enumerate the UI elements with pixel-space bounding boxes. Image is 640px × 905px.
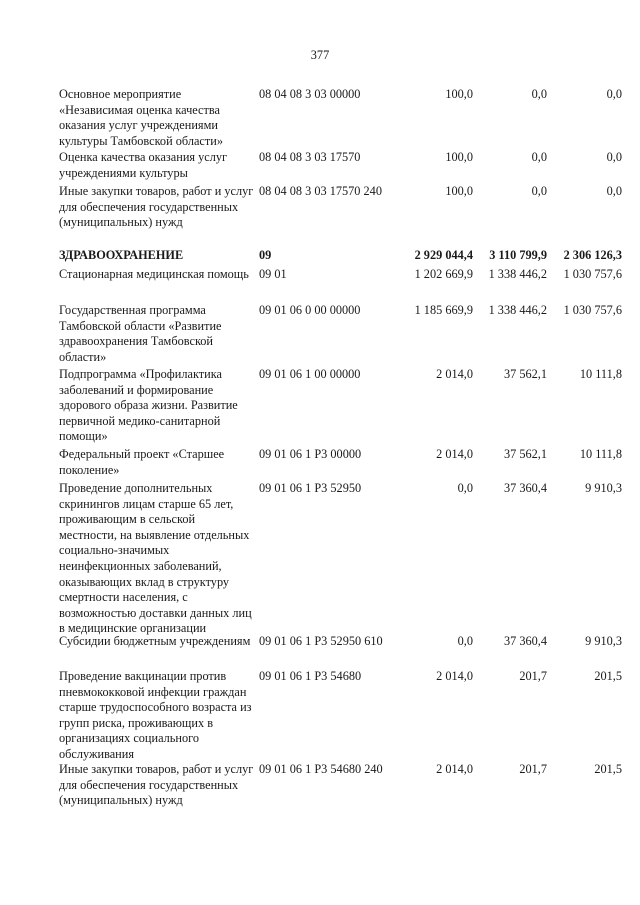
row-code: 08 04 08 3 03 00000 xyxy=(259,87,361,101)
row-value-1: 1 202 669,9 xyxy=(414,267,473,281)
row-name: Оценка качества оказания услуг учреждениями культуры xyxy=(59,150,228,180)
row-value-1: 2 014,0 xyxy=(436,447,473,461)
row-value-1: 100,0 xyxy=(445,150,473,164)
row-value-1: 100,0 xyxy=(445,184,473,198)
row-name: Проведение дополнительных скринингов лицам старше 65 лет, проживающим в сельской местности, на выявление отдельных социально-значимых неинфекционных заболеваний, оказывающих вклад в структуру смертности населения, с возможностью доставки данных лиц в медицинские организации xyxy=(59,481,252,636)
row-value-3: 201,5 xyxy=(594,669,622,683)
row-name: Государственная программа Тамбовской области «Развитие здравоохранения Тамбовской области» xyxy=(59,303,222,364)
row-code: 08 04 08 3 03 17570 xyxy=(259,150,361,164)
row-value-1: 0,0 xyxy=(457,481,473,495)
row-value-3: 9 910,3 xyxy=(585,481,622,495)
row-value-1: 1 185 669,9 xyxy=(414,303,473,317)
row-value-2: 3 110 799,9 xyxy=(489,248,547,262)
row-value-3: 0,0 xyxy=(606,87,622,101)
row-name: ЗДРАВООХРАНЕНИЕ xyxy=(59,248,184,262)
row-code: 09 01 06 1 P3 00000 xyxy=(259,447,362,461)
row-value-2: 37 360,4 xyxy=(503,481,547,495)
row-code: 09 01 06 0 00 00000 xyxy=(259,303,361,317)
row-value-3: 9 910,3 xyxy=(585,634,622,648)
row-value-2: 37 360,4 xyxy=(503,634,547,648)
row-name: Иные закупки товаров, работ и услуг для обеспечения государственных (муниципальных) нужд xyxy=(59,762,254,808)
row-value-2: 37 562,1 xyxy=(503,367,547,381)
row-value-2: 0,0 xyxy=(531,150,547,164)
row-value-1: 2 929 044,4 xyxy=(414,248,473,262)
row-value-2: 201,7 xyxy=(519,669,547,683)
row-code: 09 xyxy=(259,248,272,262)
row-value-2: 0,0 xyxy=(531,184,547,198)
row-value-3: 10 111,8 xyxy=(579,447,622,461)
row-name: Субсидии бюджетным учреждениям xyxy=(59,634,251,648)
row-value-3: 1 030 757,6 xyxy=(563,267,622,281)
row-value-1: 0,0 xyxy=(457,634,473,648)
row-code: 09 01 06 1 00 00000 xyxy=(259,367,361,381)
row-value-3: 0,0 xyxy=(606,184,622,198)
row-value-2: 1 338 446,2 xyxy=(488,267,547,281)
row-value-2: 201,7 xyxy=(519,762,547,776)
row-name: Основное мероприятие «Независимая оценка качества оказания услуг учреждениями культуры Тамбовской области» xyxy=(59,87,223,148)
page-number: 377 xyxy=(310,48,330,62)
row-value-3: 1 030 757,6 xyxy=(563,303,622,317)
row-value-3: 201,5 xyxy=(594,762,622,776)
row-value-2: 37 562,1 xyxy=(503,447,547,461)
row-code: 09 01 06 1 P3 52950 xyxy=(259,481,362,495)
row-name: Подпрограмма «Профилактика заболеваний и формирование здорового образа жизни. Развитие первичной медико-санитарной помощи» xyxy=(59,367,238,444)
row-value-1: 2 014,0 xyxy=(436,669,473,683)
row-name: Стационарная медицинская помощь xyxy=(59,267,249,281)
row-code: 09 01 06 1 P3 54680 240 xyxy=(259,762,383,776)
row-code: 09 01 06 1 P3 54680 xyxy=(259,669,362,683)
row-name: Проведение вакцинации против пневмококковой инфекции граждан старше трудоспособного возраста из групп риска, проживающих в организациях социального обслуживания xyxy=(59,669,252,761)
row-code: 09 01 06 1 P3 52950 610 xyxy=(259,634,383,648)
row-name: Федеральный проект «Старшее поколение» xyxy=(59,447,225,477)
row-value-2: 1 338 446,2 xyxy=(488,303,547,317)
row-value-3: 0,0 xyxy=(606,150,622,164)
row-code: 08 04 08 3 03 17570 240 xyxy=(259,184,382,198)
row-value-3: 2 306 126,3 xyxy=(563,248,622,262)
row-name: Иные закупки товаров, работ и услуг для обеспечения государственных (муниципальных) нужд xyxy=(59,184,254,230)
row-value-3: 10 111,8 xyxy=(579,367,622,381)
row-value-1: 100,0 xyxy=(445,87,473,101)
row-value-2: 0,0 xyxy=(531,87,547,101)
row-value-1: 2 014,0 xyxy=(436,367,473,381)
row-value-1: 2 014,0 xyxy=(436,762,473,776)
row-code: 09 01 xyxy=(259,267,287,281)
